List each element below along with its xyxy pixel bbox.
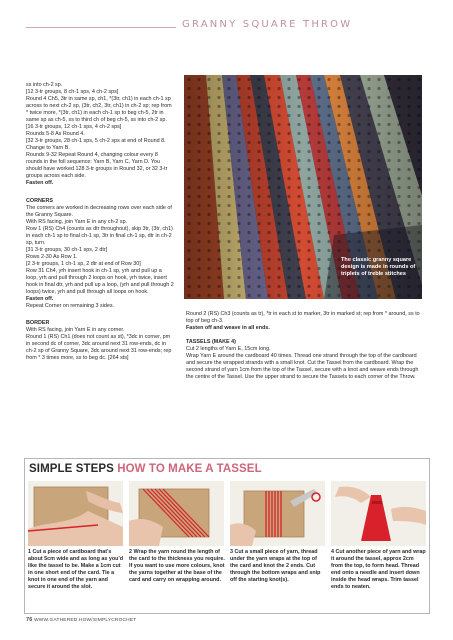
running-header-title: GRANNY SQUARE THROW [182, 19, 353, 30]
corners-text: The corners are worked in decreasing rows over each side of the Granny Square. [26, 205, 172, 218]
corners-heading: CORNERS [26, 198, 53, 204]
photo-caption: The classic granny square design is made in rounds of triplets of treble stitches [341, 257, 416, 277]
step-4-photo [331, 481, 426, 546]
page-number: 76 [26, 617, 33, 623]
step-4-text: 4 Cut another piece of yarn and wrap it around the tassel, approx 2cm from the top, to form head. Thread end onto a needle and insert down inside the head wraps. Trim tassel ends to neaten. [331, 549, 426, 590]
border-heading: BORDER [26, 320, 50, 326]
left-column [26, 82, 174, 362]
corners-text: Repeat Corner on remaining 3 sides. [26, 303, 115, 309]
round-2-text: Round 2 (RS) Ch3 (counts as tr), *tr in each st to marker, 3tr in marked st; rep from * around, ss to top of beg ch-3. [186, 311, 420, 324]
step-1-photo [28, 481, 123, 546]
page-footer [26, 617, 136, 623]
simple-steps-title [29, 463, 262, 475]
border-round-1: Round 1 (RS) Ch1 (does not count as st), *3dc in corner, pm in second dc of corner, 3dc around next 31 row-ends, dc in ch-2 sp of Granny Square, 3dc around next 31 row-ends; rep from * 3 times more, ss to beg dc. [264 sts] [26, 334, 172, 361]
simple-steps-subtitle: HOW TO MAKE A TASSEL [117, 463, 262, 475]
corners-fasten-off: Fasten off. [26, 296, 54, 302]
simple-steps-box [24, 458, 430, 614]
simple-steps-label: SIMPLE STEPS [29, 463, 114, 475]
header-rule [26, 27, 176, 28]
step-3-text: 3 Cut a small piece of yarn, thread under the yarn wraps at the top of the card and knot the 2 ends. Cut through the bottom wraps and snip off the starting knot(s). [230, 549, 321, 583]
pattern-line: [32 3-tr groups, 28 ch-1 sps, 5 ch-2 sps at end of Round 8. [26, 138, 166, 144]
pattern-line: ss into ch-2 sp. [26, 82, 63, 88]
tassels-text: Wrap Yarn E around the cardboard 40 times. Thread one strand through the top of the cardboard and secure the wrapped strands with a small knot. Cut the Tassel from the cardboard. Wrap the second strand of yarn 1cm from the top of the Tassel, secure with a knot and weave ends through the centre of the Tassel. Use the upper strand to secure the Tassels to each corner of the Throw. [186, 353, 419, 380]
corners-row-31: Row 31 Ch4, yrh insert hook in ch-1 sp, yrh and pull up a loop, yrh and pull through 2 loops on hook, yrh twice, insert hook in final dtr, yrh and pull up a loop, (yrh and pull through 2 loops) twice, yrh and pull through all loops on hook. [26, 268, 174, 295]
corners-text: With RS facing, join Yarn E in any ch-2 sp. [26, 219, 128, 225]
step-1-text: 1 Cut a piece of cardboard that's about 5cm wide and as long as you'd like the tassel to be. Make a 1cm cut in one short end of the card. Tie a knot in one end of the yarn and secure it around the slot. [28, 549, 124, 590]
corners-text: [31 3-tr groups, 30 ch-1 sps, 2 dtr] [26, 247, 108, 253]
tassels-text: Cut 2 lengths of Yarn E, 15cm long. [186, 346, 271, 352]
footer-url[interactable]: WWW.GATHERED.HOW/SIMPLYCROCHET [34, 618, 137, 623]
pattern-rounds-9-32: Rounds 9-32 Repeat Round 4, changing colour every 8 rounds in the foll sequence: Yarn B, Yarn C, Yarn D. You should have worked 128 3-tr groups in Round 32, or 32 3-tr groups across each side. [26, 152, 168, 179]
step-2-photo [129, 481, 224, 546]
corners-row-1: Row 1 (RS) Ch4 (counts as dtr throughout), skip 3tr, (3tr, ch1) in each ch-1 sp to final ch-1 sp, 3tr in final ch-1 sp, dtr in ch-2 sp, turn. [26, 226, 173, 246]
fasten-off-weave: Fasten off and weave in all ends. [186, 325, 270, 331]
pattern-rounds-5-8: Rounds 5-8 As Round 4. [26, 131, 85, 137]
pattern-line: [12 3-tr groups, 8 ch-1 sps, 4 ch-2 sps] [26, 89, 119, 95]
pattern-line: [16 3-tr groups, 12 ch-1 sps, 4 ch-2 sps] [26, 124, 122, 130]
step-2-text: 2 Wrap the yarn round the length of the card to the thickness you require. If you want to use more colours, knot the yarns together at the base of the card and carry on wrapping around. [129, 549, 225, 583]
tassels-heading: TASSELS (MAKE 4) [186, 339, 236, 345]
right-column [186, 311, 426, 381]
border-text: With RS facing, join Yarn E in any corner. [26, 327, 125, 333]
corners-rows-2-30: Rows 2-30 As Row 1. [26, 254, 78, 260]
pattern-line: Change to Yarn B. [26, 145, 70, 151]
corners-text: [2 3-tr groups, 1 ch-1 sp, 2 dtr at end of Row 30] [26, 261, 141, 267]
step-3-photo [230, 481, 325, 546]
pattern-round-4: Round 4 Ch5, 3tr in same sp, ch1, *(3tr, ch1) in each ch-1 sp across to next ch-2 sp, (3tr, ch2, 3tr, ch1) in ch-2 sp; rep from * twice more, *(3tr, ch1) in each ch-1 sp to beg ch-5, 2tr in same sp as ch-5, ss to third ch of beg ch-5, ss into ch-2 sp. [26, 96, 172, 123]
fasten-off-line: Fasten off. [26, 180, 54, 186]
